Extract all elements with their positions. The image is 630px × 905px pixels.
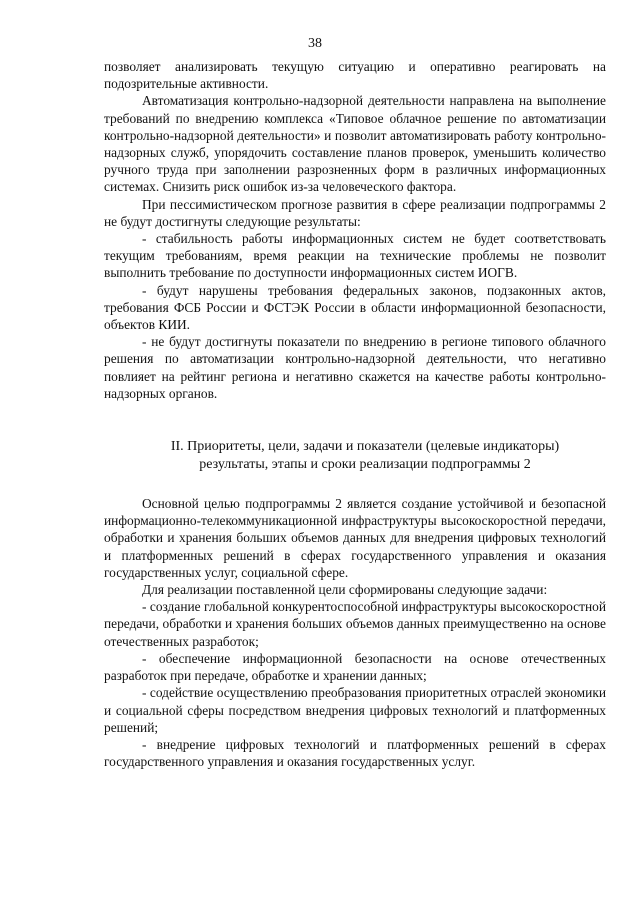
paragraphs-after-section xyxy=(104,495,606,770)
list-item: - будут нарушены требования федеральных законов, подзаконных актов, требования ФСБ России и ФСТЭК России в области информационной безопасности, объектов КИИ. xyxy=(104,282,606,333)
paragraph: Автоматизация контрольно-надзорной деятельности направлена на выполнение требований по внедрению комплекса «Типовое облачное решение по автоматизации контрольно-надзорной деятельности» и позволит автоматизировать работу контрольно-надзорных служб, упорядочить составление планов проверок, уменьшить количество ручного труда при заполнении разрозненных форм в различных информационных системах. Снизить риск ошибок из-за человеческого фактора. xyxy=(104,93,606,195)
paragraph: Основной целью подпрограммы 2 является создание устойчивой и безопасной информационно-телекоммуникационной инфраструктуры высокоскоростной передачи, обработки и хранения больших объемов данных для внедрения цифровых технологий и платформенных решений в сферах государственного управления и оказания государственных услуг, социальной сфере. xyxy=(104,496,606,580)
section-heading xyxy=(104,438,606,473)
list-item: - не будут достигнуты показатели по внедрению в регионе типового облачного решения по автоматизации контрольно-надзорной деятельности, что негативно повлияет на рейтинг региона и негативно скажется на качестве работы контрольно-надзорных органов. xyxy=(104,334,606,401)
paragraph: Для реализации поставленной цели сформированы следующие задачи: xyxy=(142,582,548,598)
paragraph: При пессимистическом прогнозе развития в сфере реализации подпрограммы 2 не будут достигнуты следующие результаты: xyxy=(104,196,606,229)
list-item: - внедрение цифровых технологий и платформенных решений в сферах государственного управления и оказания государственных услуг. xyxy=(104,736,606,770)
paragraphs-before-section xyxy=(104,58,606,402)
list-item: - создание глобальной конкурентоспособной инфраструктуры высокоскоростной передачи, обработки и хранения больших объемов данных преимущественно на основе отечественных разработок; xyxy=(104,599,606,649)
document-body xyxy=(104,58,606,770)
paragraph: позволяет анализировать текущую ситуацию и оперативно реагировать на подозрительные активности. xyxy=(104,59,606,92)
list-item: - стабильность работы информационных систем не будет соответствовать текущим требованиям, время реакции на технические проблемы не позволит выполнить требование по доступности информационных систем ИОГВ. xyxy=(104,231,606,281)
page-number: 38 xyxy=(308,36,322,51)
list-item: - содействие осуществлению преобразования приоритетных отраслей экономики и социальной сферы посредством внедрения цифровых технологий и платформенных решений; xyxy=(104,685,606,735)
list-item: - обеспечение информационной безопасности на основе отечественных разработок при передаче, обработке и хранении данных; xyxy=(104,650,606,684)
section-heading-line: II. Приоритеты, цели, задачи и показатели (целевые индикаторы) xyxy=(170,439,560,455)
section-heading-line: результаты, этапы и сроки реализации подпрограммы 2 xyxy=(199,456,531,472)
